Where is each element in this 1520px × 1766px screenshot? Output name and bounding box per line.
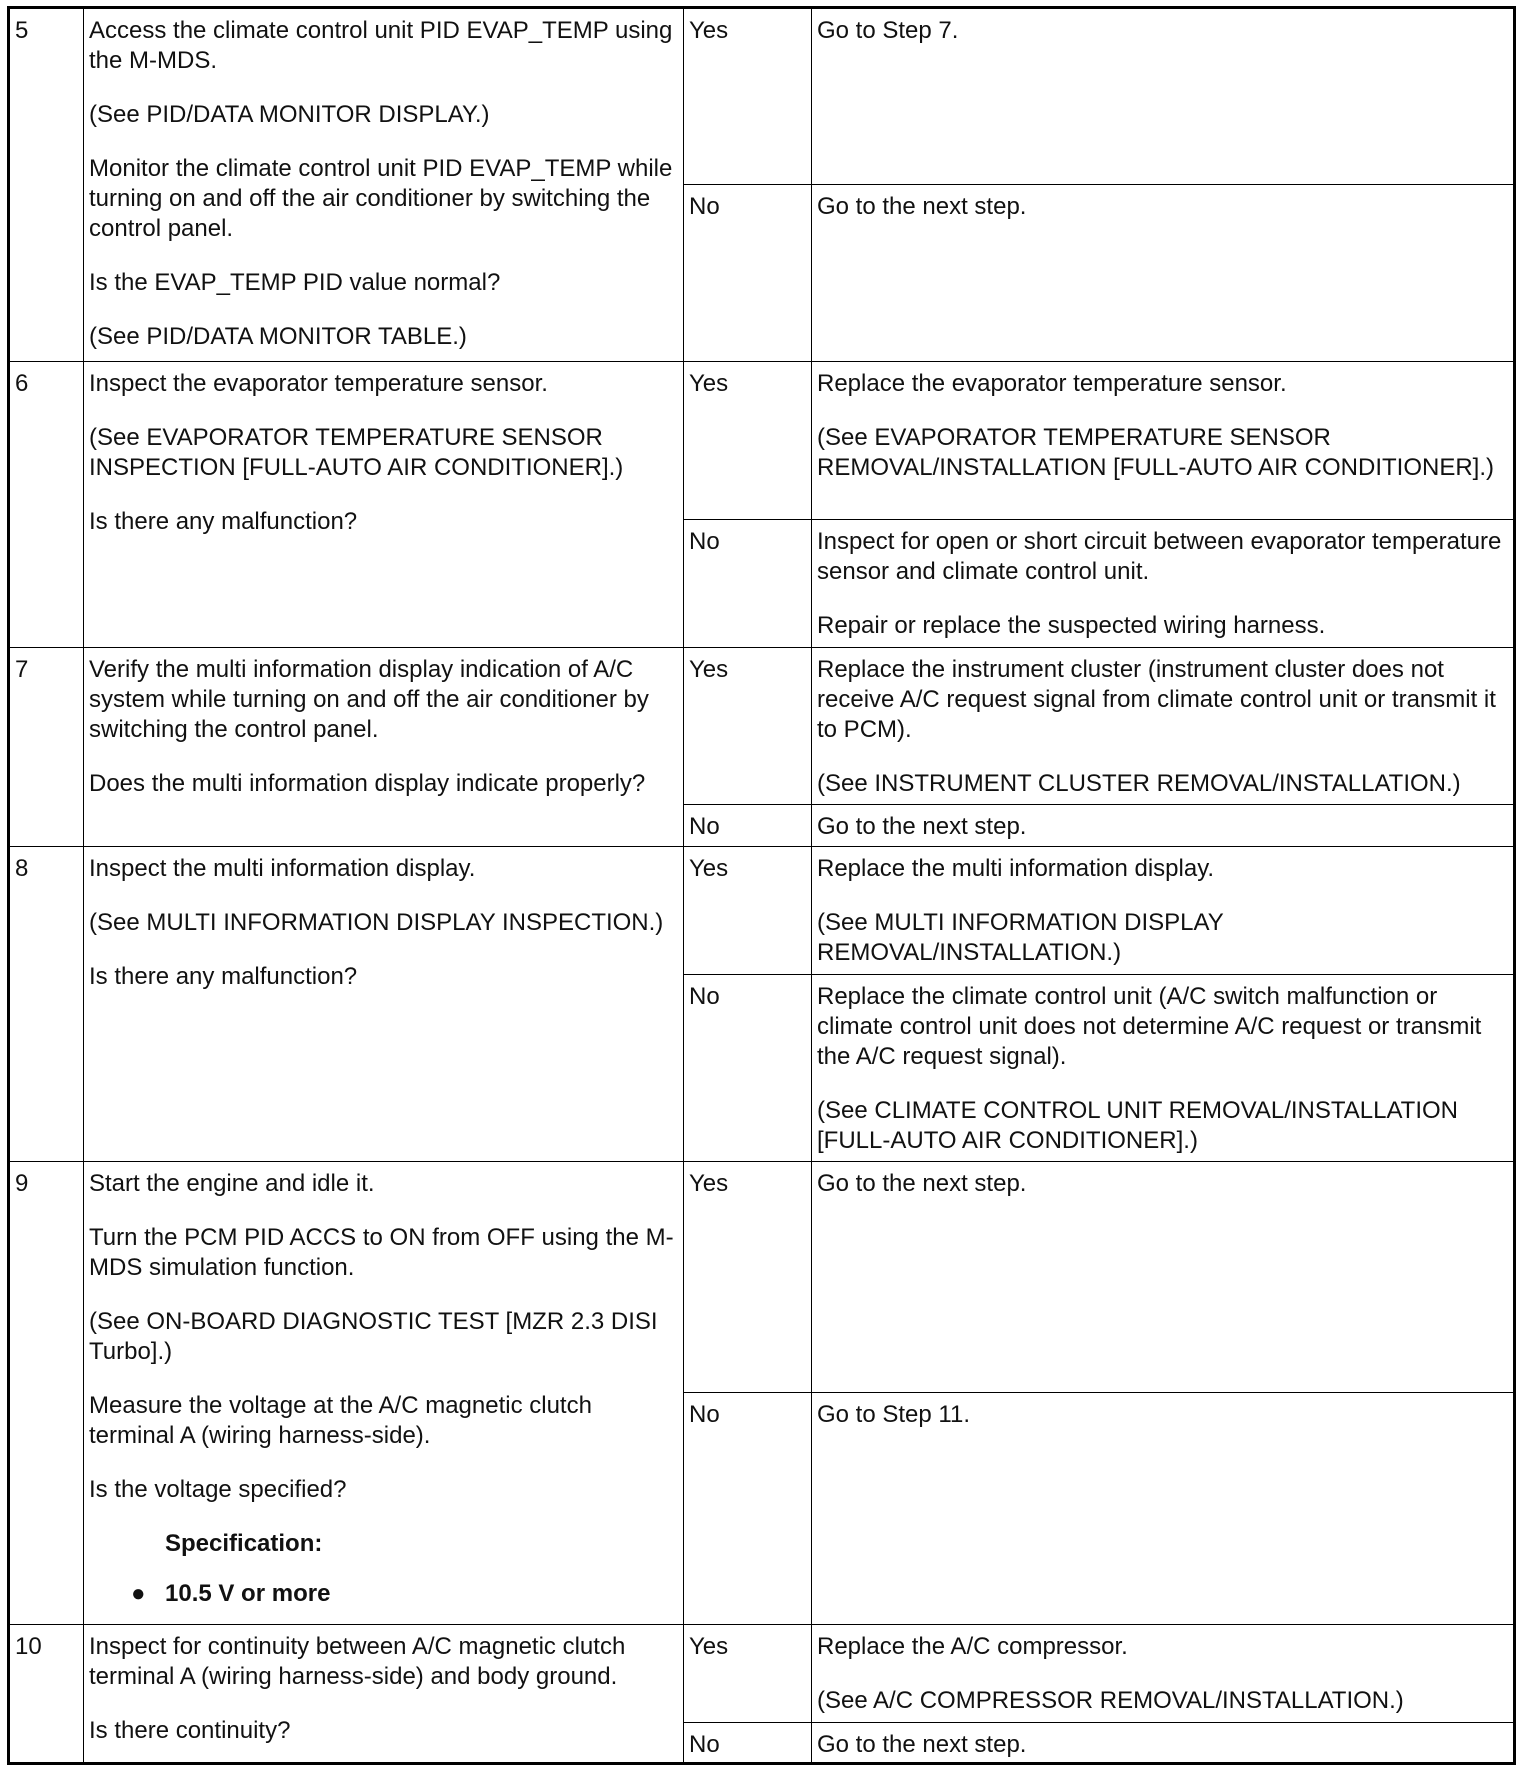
step-number: 8 [9,847,84,1162]
answer-no: No [684,1393,812,1625]
result-yes [812,8,1515,185]
action-question: Does the multi information display indicate properly? [89,770,646,797]
action-text: Turn the PCM PID ACCS to ON from OFF using the M-MDS simulation function. [89,1224,674,1281]
result-reference: (See MULTI INFORMATION DISPLAY REMOVAL/INSTALLATION.) [817,909,1224,966]
specification-value: 10.5 V or more [165,1580,331,1607]
result-yes [812,362,1515,520]
result-text: Replace the A/C compressor. [817,1633,1128,1660]
answer-no: No [684,185,812,362]
step-action [84,1162,684,1625]
step-number: 5 [9,8,84,362]
step-row [9,362,1515,520]
result-text: Replace the evaporator temperature sensor. [817,370,1287,397]
bullet-icon: ● [131,1580,146,1607]
answer-yes: Yes [684,8,812,185]
step-row [9,648,1515,805]
result-text: Replace the instrument cluster (instrument cluster does not receive A/C request signal from climate control unit or transmit it to PCM). [817,656,1496,743]
action-reference: (See MULTI INFORMATION DISPLAY INSPECTION.) [89,909,664,936]
answer-yes: Yes [684,1625,812,1723]
result-reference: (See CLIMATE CONTROL UNIT REMOVAL/INSTALLATION [FULL-AUTO AIR CONDITIONER].) [817,1097,1459,1154]
action-reference: (See PID/DATA MONITOR TABLE.) [89,323,467,350]
result-text: Go to the next step. [817,193,1027,220]
step-row [9,847,1515,975]
result-text: Replace the multi information display. [817,855,1215,882]
step-action [84,847,684,1162]
answer-yes: Yes [684,1162,812,1393]
answer-no: No [684,975,812,1162]
result-no [812,520,1515,648]
result-reference: (See EVAPORATOR TEMPERATURE SENSOR REMOVAL/INSTALLATION [FULL-AUTO AIR CONDITIONER].) [817,424,1494,481]
action-question: Is there any malfunction? [89,963,358,990]
result-yes [812,648,1515,805]
troubleshooting-table [7,6,1516,1765]
step-number: 7 [9,648,84,847]
action-text: Monitor the climate control unit PID EVAP_TEMP while turning on and off the air conditioner by switching the control panel. [89,155,673,242]
step-action [84,648,684,847]
action-text: Inspect the multi information display. [89,855,476,882]
answer-yes: Yes [684,847,812,975]
result-text: Go to the next step. [817,1731,1027,1758]
action-text: Verify the multi information display indication of A/C system while turning on and off the air conditioner by switching the control panel. [89,656,649,743]
specification-label: Specification: [165,1530,323,1557]
step-action [84,1625,684,1764]
action-text: Inspect the evaporator temperature sensor. [89,370,548,397]
result-text: Replace the climate control unit (A/C switch malfunction or climate control unit does not determine A/C request or transmit the A/C request signal). [817,983,1482,1070]
step-number: 10 [9,1625,84,1764]
action-reference: (See ON-BOARD DIAGNOSTIC TEST [MZR 2.3 DISI Turbo].) [89,1308,658,1365]
result-no [812,805,1515,847]
result-text: Go to Step 7. [817,17,959,44]
answer-no: No [684,805,812,847]
result-no [812,1393,1515,1625]
step-action [84,362,684,648]
answer-no: No [684,1723,812,1764]
specification-item [89,1579,678,1609]
result-reference: (See INSTRUMENT CLUSTER REMOVAL/INSTALLATION.) [817,770,1461,797]
result-yes [812,1625,1515,1723]
action-question: Is there any malfunction? [89,508,358,535]
action-text: Start the engine and idle it. [89,1170,375,1197]
action-question: Is the EVAP_TEMP PID value normal? [89,269,501,296]
step-action [84,8,684,362]
step-row [9,1162,1515,1393]
action-question: Is there continuity? [89,1717,291,1744]
step-number: 9 [9,1162,84,1625]
answer-yes: Yes [684,362,812,520]
step-row [9,1625,1515,1723]
action-question: Is the voltage specified? [89,1476,347,1503]
result-yes [812,847,1515,975]
result-text: Go to the next step. [817,1170,1027,1197]
step-row [9,8,1515,185]
step-number: 6 [9,362,84,648]
result-reference: (See A/C COMPRESSOR REMOVAL/INSTALLATION.) [817,1687,1404,1714]
result-no [812,185,1515,362]
answer-yes: Yes [684,648,812,805]
action-reference: (See PID/DATA MONITOR DISPLAY.) [89,101,490,128]
result-no [812,1723,1515,1764]
result-text: Go to the next step. [817,813,1027,840]
result-yes [812,1162,1515,1393]
result-no [812,975,1515,1162]
action-text: Inspect for continuity between A/C magnetic clutch terminal A (wiring harness-side) and body ground. [89,1633,626,1690]
result-text: Inspect for open or short circuit between evaporator temperature sensor and climate control unit. [817,528,1502,585]
action-text: Measure the voltage at the A/C magnetic clutch terminal A (wiring harness-side). [89,1392,592,1449]
result-text: Repair or replace the suspected wiring harness. [817,612,1326,639]
answer-no: No [684,520,812,648]
result-text: Go to Step 11. [817,1401,970,1428]
action-reference: (See EVAPORATOR TEMPERATURE SENSOR INSPECTION [FULL-AUTO AIR CONDITIONER].) [89,424,624,481]
action-text: Access the climate control unit PID EVAP_TEMP using the M-MDS. [89,17,673,74]
